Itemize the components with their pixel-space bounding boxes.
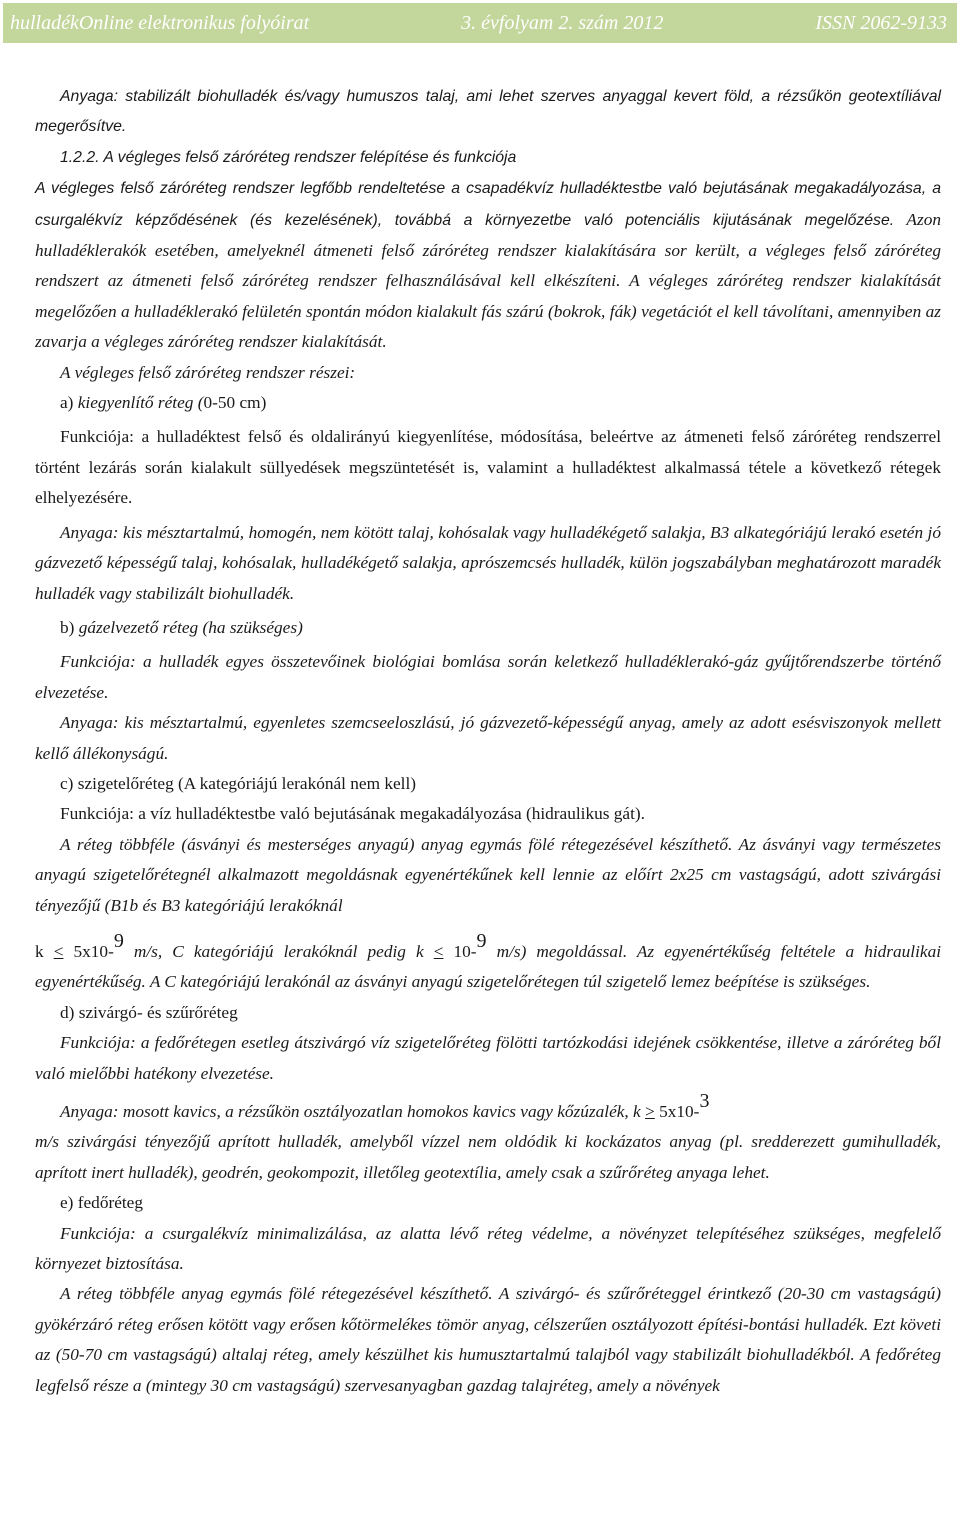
item-e-label: e) bbox=[60, 1193, 78, 1213]
journal-issue: 3. évfolyam 2. szám 2012 bbox=[461, 11, 664, 34]
item-e-title: fedőréteg bbox=[77, 1193, 143, 1213]
item-c-text bbox=[35, 830, 941, 998]
item-c-exp-2: 9 bbox=[476, 929, 487, 952]
item-e-heading bbox=[35, 1188, 941, 1218]
item-c-mid: m/s, C kategóriájú lerakóknál pedig k bbox=[123, 941, 434, 961]
item-d-title: szivárgó- és szűrőréteg bbox=[78, 1002, 238, 1022]
item-b-title: gázelvezető réteg (ha szükséges) bbox=[78, 617, 303, 637]
item-e-function: Funkciója: a csurgalékvíz minimalizálása, az alatta lévő réteg védelme, a növényzet telepítéséhez szükséges, megfelelő környezet biztosítása. bbox=[35, 1223, 941, 1274]
journal-title: hulladékOnline elektronikus folyóirat bbox=[10, 11, 310, 34]
paragraph-parts-intro: A végleges felső záróréteg rendszer részei: bbox=[60, 362, 356, 382]
item-d-ge: > bbox=[645, 1102, 655, 1121]
item-d-label: d) bbox=[60, 1002, 79, 1022]
item-d-material-start: Anyaga: mosott kavics, a rézsűkön osztályozatlan homokos kavics vagy kőzúzalék, k bbox=[60, 1102, 646, 1121]
item-a-material: Anyaga: kis mésztartalmú, homogén, nem kötött talaj, kohósalak vagy hulladékégető salakja, B3 alkategóriájú lerakó esetén jó gázvezető képességű talaj, kohósalak, hulladékégető salakja, aprószemcsés hulladék, külön jogszabályban meghatározott maradék hulladék vagy stabilizált biohulladék. bbox=[35, 522, 941, 603]
paragraph-section-body bbox=[35, 173, 941, 357]
item-c-text-start: A réteg többféle (ásványi és mesterséges anyagú) anyag egymás fölé rétegezésével készíthető. Az ásványi vagy természetes anyagú szigetelőrétegnél alkalmazott megoldásnak egyenértékűnek kell lennie az előírt 2x25 cm vastagságú, adott szivárgási tényezőjű (B1b és B3 kategóriájú lerakóknál bbox=[35, 834, 941, 915]
item-a-function: Funkciója: a hulladéktest felső és oldalirányú kiegyenlítése, módosítása, beleértve az átmeneti felső záróréteg rendszerrel történt lezárás során kialakult süllyedések megszüntetését is, valamint a hulladéktest alkalmassá tétele a következő rétegek elhelyezésére. bbox=[35, 427, 941, 508]
item-d-exp: 3 bbox=[699, 1090, 710, 1112]
item-c-le-1: < bbox=[53, 941, 64, 961]
journal-header bbox=[3, 3, 957, 43]
journal-issn: ISSN 2062-9133 bbox=[815, 11, 947, 34]
item-c-k: k bbox=[35, 941, 54, 961]
article-body bbox=[35, 82, 941, 1401]
paragraph-material-intro: Anyaga: stabilizált biohulladék és/vagy humuszos talaj, ami lehet szerves anyaggal kevert föld, a rézsűkön geotextíliával megerősítve. bbox=[35, 88, 941, 136]
item-c-end: m/s) megoldással. Az egyenértékűség feltétele a hidraulikai egyenértékűség. A C kategóriájú lerakónál az ásványi anyagú szigetelőrétegen túl szigetelő lemez beépítése is szükséges. bbox=[35, 941, 942, 992]
item-c-function: Funkciója: a víz hulladéktestbe való bejutásának megakadályozása (hidraulikus gát). bbox=[60, 804, 645, 824]
item-a-range: 0-50 cm) bbox=[203, 393, 267, 413]
item-c-exp-1: 9 bbox=[113, 929, 124, 952]
item-c-label: c) bbox=[60, 773, 78, 793]
item-d-material bbox=[35, 1090, 941, 1188]
item-a-title: kiegyenlítő réteg ( bbox=[77, 393, 204, 413]
item-d-heading bbox=[35, 998, 941, 1028]
item-d-val: 5x10- bbox=[654, 1102, 700, 1121]
item-d-material-rest: m/s szivárgási tényezőjű aprított hulladék, amelyből vízzel nem oldódik ki kockázatos anyag (pl. sredderezett gumihulladék, aprított inert hulladék), geodrén, geokompozit, illetőleg geotextília, amely csak a szűrőréteg anyaga lehet. bbox=[35, 1132, 941, 1182]
item-c-title: szigetelőréteg (A kategóriájú lerakónál nem kell) bbox=[77, 773, 417, 793]
item-b-material: Anyaga: kis mésztartalmú, egyenletes szemcseeloszlású, jó gázvezető-képességű anyag, amely az adott esésviszonyok mellett kellő állékonyságú. bbox=[35, 713, 941, 763]
item-a-heading bbox=[35, 388, 941, 418]
section-heading-1-2-2: 1.2.2. A végleges felső záróréteg rendszer felépítése és funkciója bbox=[60, 148, 517, 166]
item-d-function: Funkciója: a fedőrétegen esetleg átszivárgó víz szigetelőréteg fölötti tartózkodási idejének csökkentése, illetve a záróréteg ből való mielőbbi hatékony elvezetése. bbox=[35, 1033, 941, 1083]
paragraph-section-intro: A végleges felső záróréteg rendszer legfőbb rendeltetése a csapadékvíz hulladéktestbe való bejutásának megakadályozása, a csurgalékvíz képződésének (és kezelésének), továbbá a környezetbe való potenciális kijutásának megelőzése. bbox=[35, 180, 941, 229]
item-c-heading bbox=[35, 769, 941, 799]
item-b-heading bbox=[35, 613, 941, 643]
item-c-val-1: 5x10- bbox=[63, 941, 114, 961]
item-c-val-2: 10- bbox=[443, 941, 477, 961]
item-a-label: a) bbox=[60, 393, 78, 413]
item-b-function: Funkciója: a hulladék egyes összetevőinek biológiai bomlása során keletkező hulladéklerakó-gáz gyűjtőrendszerbe történő elvezetése. bbox=[35, 652, 941, 702]
item-c-le-2: < bbox=[433, 941, 444, 961]
paragraph-section-rest: Azon hulladéklerakók esetében, amelyeknél átmeneti felső záróréteg rendszer kialakítására sor került, a végleges felső záróréteg rendszert az átmeneti felső záróréteg rendszer felhasználásával kell elkészíteni. A végleges záróréteg rendszer kialakítását megelőzően a hulladéklerakó felületén spontán módon kialakult fás szárú (bokrok, fák) vegetációt el kell távolítani, amennyiben az zavarja a végleges záróréteg rendszer kialakítását. bbox=[35, 209, 941, 352]
item-e-text: A réteg többféle anyag egymás fölé rétegezésével készíthető. A szivárgó- és szűrőréteggel érintkező (20-30 cm vastagságú) gyökérzáró réteg erősen kötött vagy erősen kőtörmelékes tömör anyag, célszerűen osztályozott építési-bontási hulladék. Ezt követi az (50-70 cm vastagságú) altalaj réteg, amely készülhet kis humusztartalmú talajból vagy stabilizált biohulladékból. A fedőréteg legfelső része a (mintegy 30 cm vastagságú) szervesanyagban gazdag talajréteg, amely a növények bbox=[35, 1284, 941, 1395]
item-b-label: b) bbox=[60, 617, 79, 637]
